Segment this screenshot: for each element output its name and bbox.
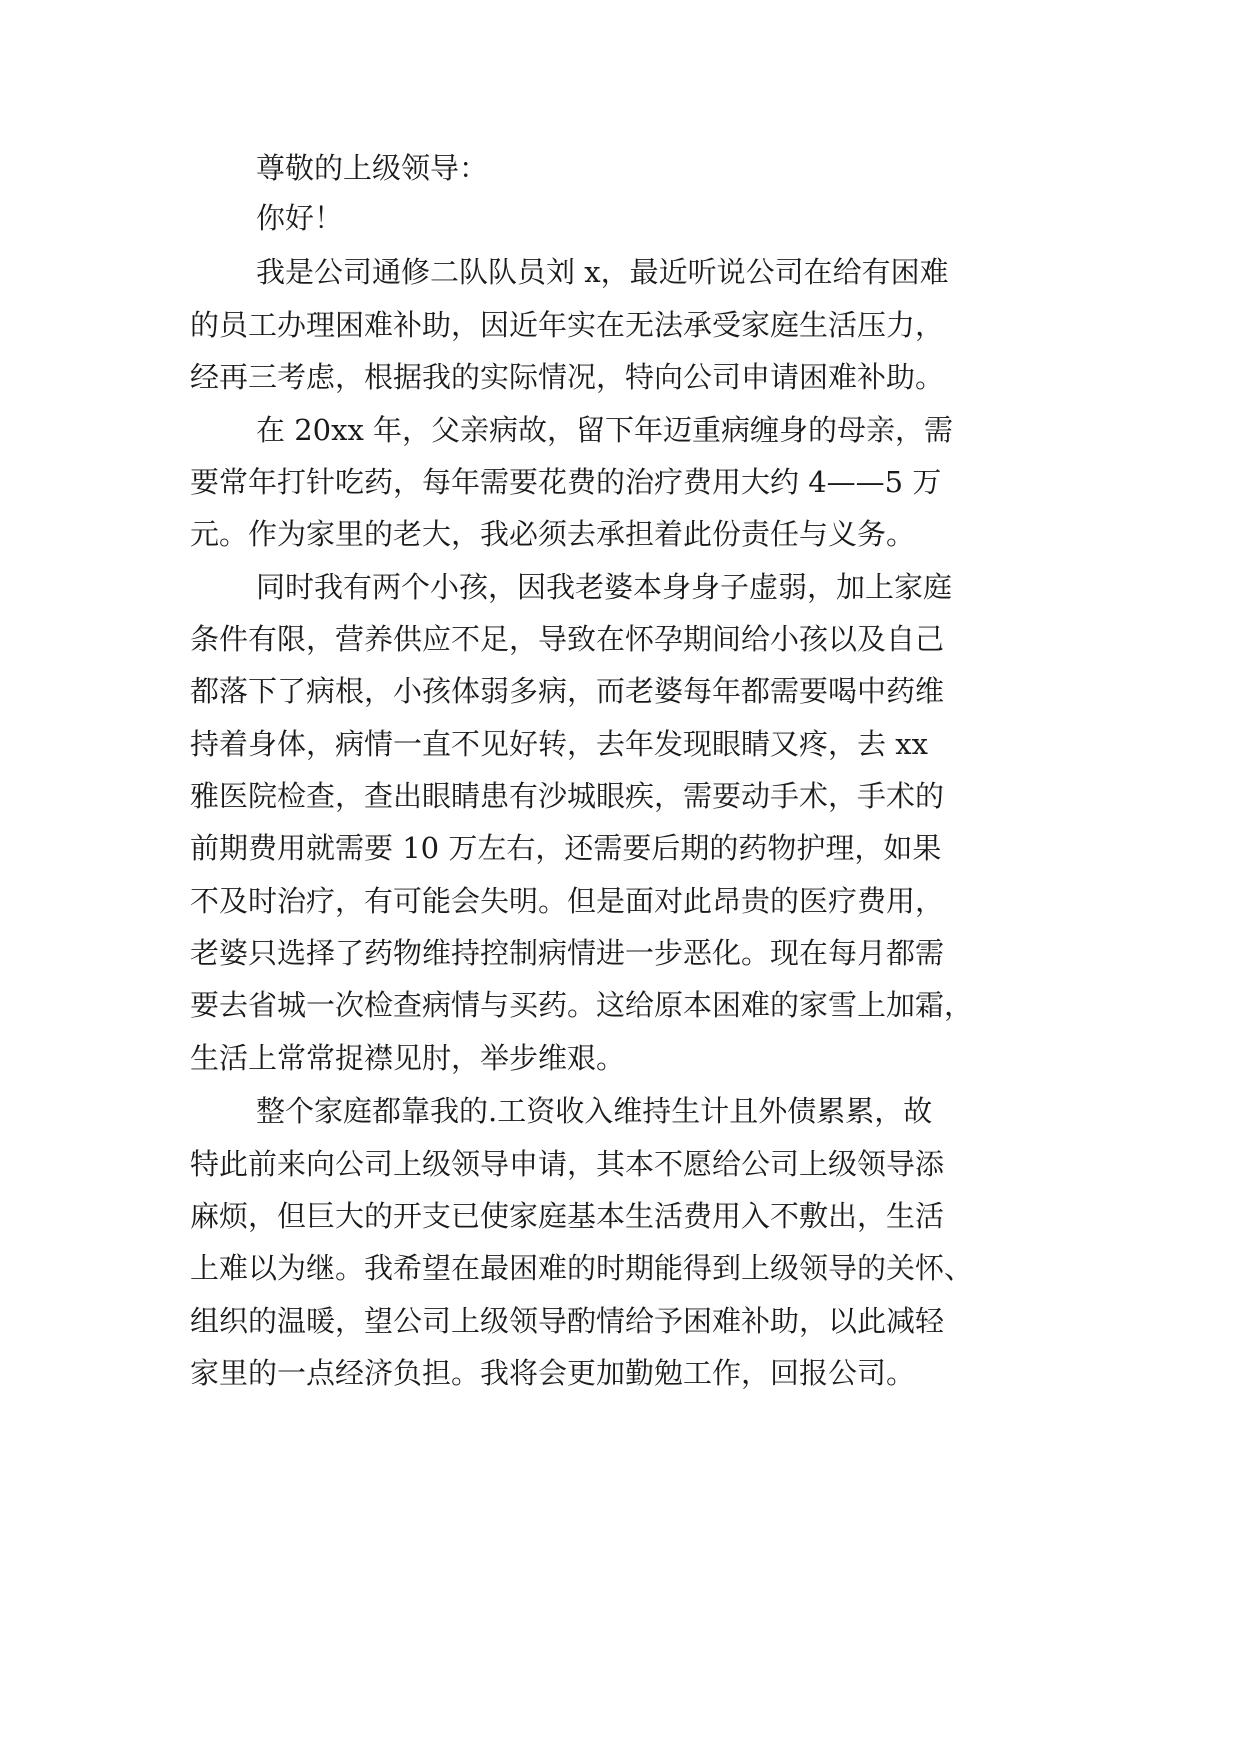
paragraph-3-line-3: 都落下了病根，小孩体弱多病，而老婆每年都需要喝中药维	[190, 674, 945, 708]
paragraph-1-line-3: 经再三考虑，根据我的实际情况，特向公司申请困难补助。	[190, 360, 945, 394]
paragraph-3-line-8: 老婆只选择了药物维持控制病情进一步恶化。现在每月都需	[190, 936, 945, 970]
paragraph-1-line-1: 我是公司通修二队队员刘 x，最近听说公司在给有困难	[256, 255, 949, 289]
paragraph-3-line-6: 前期费用就需要 10 万左右，还需要后期的药物护理，如果	[190, 831, 942, 865]
paragraph-4-line-5: 组织的温暖，望公司上级领导酌情给予困难补助，以此减轻	[190, 1304, 945, 1338]
greeting: 你好！	[256, 201, 344, 235]
paragraph-3-line-10: 生活上常常捉襟见肘，举步维艰。	[190, 1041, 626, 1075]
paragraph-4-line-2: 特此前来向公司上级领导申请，其本不愿给公司上级领导添	[190, 1147, 945, 1181]
paragraph-4-line-6: 家里的一点经济负担。我将会更加勤勉工作，回报公司。	[190, 1356, 916, 1390]
paragraph-3-line-7: 不及时治疗，有可能会失明。但是面对此昂贵的医疗费用，	[190, 884, 945, 918]
paragraph-3-line-9: 要去省城一次检查病情与买药。这给原本困难的家雪上加霜，	[190, 988, 974, 1022]
paragraph-2-line-2: 要常年打针吃药，每年需要花费的治疗费用大约 4——5 万	[190, 465, 942, 499]
paragraph-1-line-2: 的员工办理困难补助，因近年实在无法承受家庭生活压力，	[190, 308, 945, 342]
paragraph-4-line-4: 上难以为继。我希望在最困难的时期能得到上级领导的关怀、	[190, 1251, 974, 1285]
paragraph-4-line-3: 麻烦，但巨大的开支已使家庭基本生活费用入不敷出，生活	[190, 1199, 945, 1233]
paragraph-2-line-1: 在 20xx 年，父亲病故，留下年迈重病缠身的母亲，需	[256, 413, 954, 447]
paragraph-3-line-4: 持着身体，病情一直不见好转，去年发现眼睛又疼，去 xx	[190, 727, 928, 761]
paragraph-4-line-1: 整个家庭都靠我的.工资收入维持生计且外债累累，故	[256, 1094, 933, 1128]
paragraph-3-line-1: 同时我有两个小孩，因我老婆本身身子虚弱，加上家庭	[256, 570, 953, 604]
salutation: 尊敬的上级领导：	[256, 151, 489, 185]
paragraph-3-line-2: 条件有限，营养供应不足，导致在怀孕期间给小孩以及自己	[190, 622, 945, 656]
paragraph-2-line-3: 元。作为家里的老大，我必须去承担着此份责任与义务。	[190, 517, 916, 551]
paragraph-3-line-5: 雅医院检查，查出眼睛患有沙城眼疾，需要动手术，手术的	[190, 779, 945, 813]
